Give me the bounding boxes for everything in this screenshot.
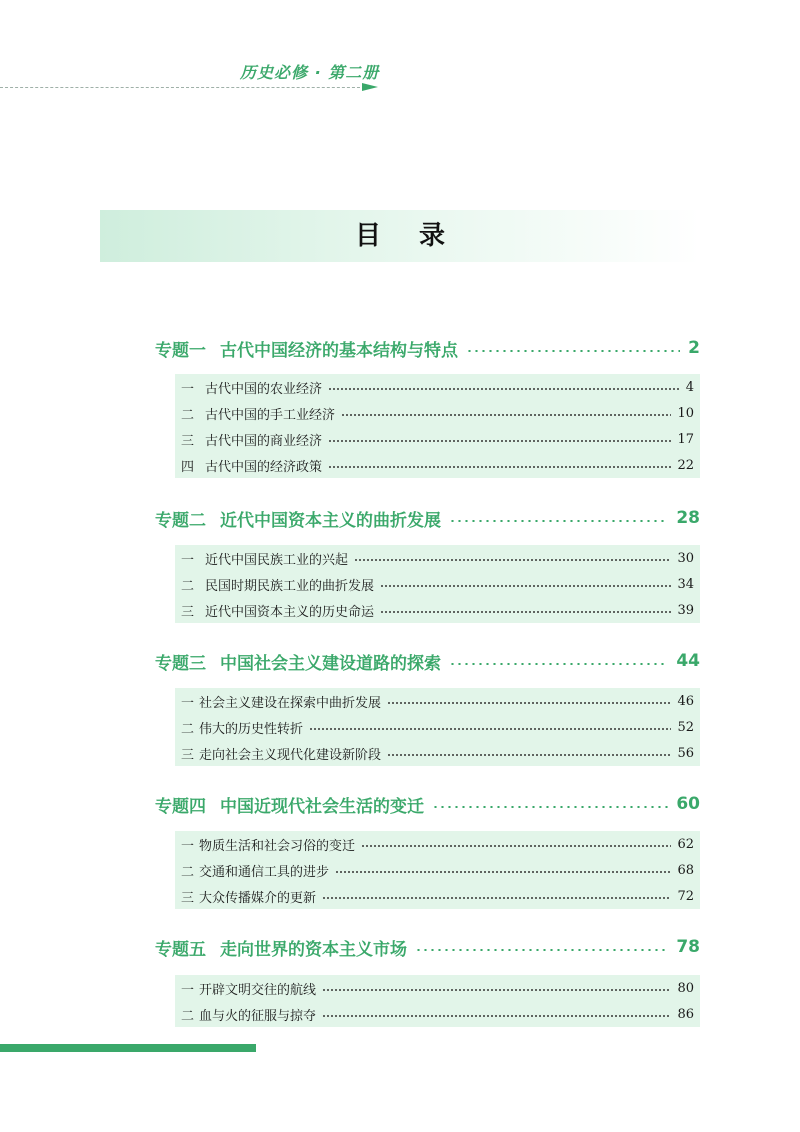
footer-bar <box>0 1044 256 1052</box>
topic-name: 走向世界的资本主义市场 <box>220 939 407 960</box>
leader-dots <box>322 897 671 899</box>
leader-dots <box>309 728 671 730</box>
list-item[interactable] <box>175 426 700 452</box>
list-item[interactable] <box>175 400 700 426</box>
item-page: 4 <box>685 379 694 395</box>
topic-name: 中国近现代社会生活的变迁 <box>220 796 424 817</box>
topic-name: 近代中国资本主义的曲折发展 <box>220 510 441 531</box>
header-arrow-icon <box>362 83 378 91</box>
item-index: 三 <box>181 604 195 620</box>
leader-dots <box>415 949 668 951</box>
item-label: 血与火的征服与掠夺 <box>199 1008 317 1024</box>
item-page: 22 <box>677 457 694 473</box>
topic-heading[interactable] <box>155 648 700 674</box>
list-item[interactable] <box>175 831 700 857</box>
item-index: 二 <box>181 407 195 423</box>
header-dashed-line <box>0 87 365 88</box>
item-index: 一 <box>181 838 195 854</box>
subsection-list <box>175 688 700 766</box>
item-index: 二 <box>181 578 195 594</box>
item-page: 80 <box>677 980 694 996</box>
item-index: 一 <box>181 552 195 568</box>
topic-page: 2 <box>688 338 700 358</box>
list-item[interactable] <box>175 740 700 766</box>
item-page: 62 <box>677 836 694 852</box>
leader-dots <box>335 871 671 873</box>
list-item[interactable] <box>175 857 700 883</box>
item-index: 一 <box>181 982 195 998</box>
item-label: 古代中国的经济政策 <box>205 459 323 475</box>
topic-heading[interactable] <box>155 934 700 960</box>
item-index: 一 <box>181 695 195 711</box>
toc-banner <box>100 210 700 262</box>
item-page: 86 <box>677 1006 694 1022</box>
item-index: 三 <box>181 433 195 449</box>
leader-dots <box>341 414 671 416</box>
topic-heading[interactable] <box>155 505 700 531</box>
topic-name: 古代中国经济的基本结构与特点 <box>220 340 458 361</box>
leader-dots <box>449 663 668 665</box>
leader-dots <box>328 466 671 468</box>
leader-dots <box>449 520 668 522</box>
item-page: 52 <box>677 719 694 735</box>
leader-dots <box>354 559 671 561</box>
item-label: 古代中国的商业经济 <box>205 433 323 449</box>
leader-dots <box>387 702 671 704</box>
item-index: 二 <box>181 864 195 880</box>
item-page: 30 <box>677 550 694 566</box>
subsection-list <box>175 545 700 623</box>
item-page: 10 <box>677 405 694 421</box>
leader-dots <box>328 440 671 442</box>
item-index: 一 <box>181 381 195 397</box>
item-label: 交通和通信工具的进步 <box>199 864 330 880</box>
toc-title: 目录 <box>354 221 483 251</box>
item-page: 72 <box>677 888 694 904</box>
topic-page: 60 <box>676 794 700 814</box>
leader-dots <box>380 585 671 587</box>
leader-dots <box>361 845 671 847</box>
item-page: 17 <box>677 431 694 447</box>
item-label: 社会主义建设在探索中曲折发展 <box>199 695 382 711</box>
subsection-list <box>175 975 700 1027</box>
list-item[interactable] <box>175 688 700 714</box>
item-label: 古代中国的农业经济 <box>205 381 323 397</box>
item-page: 34 <box>677 576 694 592</box>
topic-page: 44 <box>676 651 700 671</box>
header-title: 历史必修 · 第二册 <box>240 63 380 82</box>
topic-number: 专题五 <box>155 939 206 960</box>
item-page: 68 <box>677 862 694 878</box>
topic-number: 专题三 <box>155 653 206 674</box>
topic-heading[interactable] <box>155 335 700 361</box>
item-index: 四 <box>181 459 195 475</box>
topic-name: 中国社会主义建设道路的探索 <box>220 653 441 674</box>
topic-page: 28 <box>676 508 700 528</box>
topic-number: 专题二 <box>155 510 206 531</box>
item-label: 伟大的历史性转折 <box>199 721 304 737</box>
list-item[interactable] <box>175 374 700 400</box>
list-item[interactable] <box>175 1001 700 1027</box>
leader-dots <box>322 1015 671 1017</box>
leader-dots <box>387 754 671 756</box>
item-label: 开辟文明交往的航线 <box>199 982 317 998</box>
item-label: 古代中国的手工业经济 <box>205 407 336 423</box>
item-label: 近代中国资本主义的历史命运 <box>205 604 375 620</box>
topic-heading[interactable] <box>155 791 700 817</box>
list-item[interactable] <box>175 545 700 571</box>
list-item[interactable] <box>175 714 700 740</box>
subsection-list <box>175 374 700 478</box>
item-label: 近代中国民族工业的兴起 <box>205 552 349 568</box>
item-index: 三 <box>181 747 195 763</box>
item-label: 走向社会主义现代化建设新阶段 <box>199 747 382 763</box>
list-item[interactable] <box>175 883 700 909</box>
list-item[interactable] <box>175 597 700 623</box>
item-index: 二 <box>181 721 195 737</box>
leader-dots <box>466 350 680 352</box>
list-item[interactable] <box>175 452 700 478</box>
item-page: 56 <box>677 745 694 761</box>
leader-dots <box>380 611 671 613</box>
topic-number: 专题四 <box>155 796 206 817</box>
item-page: 39 <box>677 602 694 618</box>
leader-dots <box>328 388 680 390</box>
item-index: 二 <box>181 1008 195 1024</box>
list-item[interactable] <box>175 975 700 1001</box>
topic-number: 专题一 <box>155 340 206 361</box>
item-label: 大众传播媒介的更新 <box>199 890 317 906</box>
subsection-list <box>175 831 700 909</box>
item-index: 三 <box>181 890 195 906</box>
item-page: 46 <box>677 693 694 709</box>
item-label: 民国时期民族工业的曲折发展 <box>205 578 375 594</box>
leader-dots <box>432 806 668 808</box>
leader-dots <box>322 989 671 991</box>
list-item[interactable] <box>175 571 700 597</box>
item-label: 物质生活和社会习俗的变迁 <box>199 838 356 854</box>
topic-page: 78 <box>676 937 700 957</box>
